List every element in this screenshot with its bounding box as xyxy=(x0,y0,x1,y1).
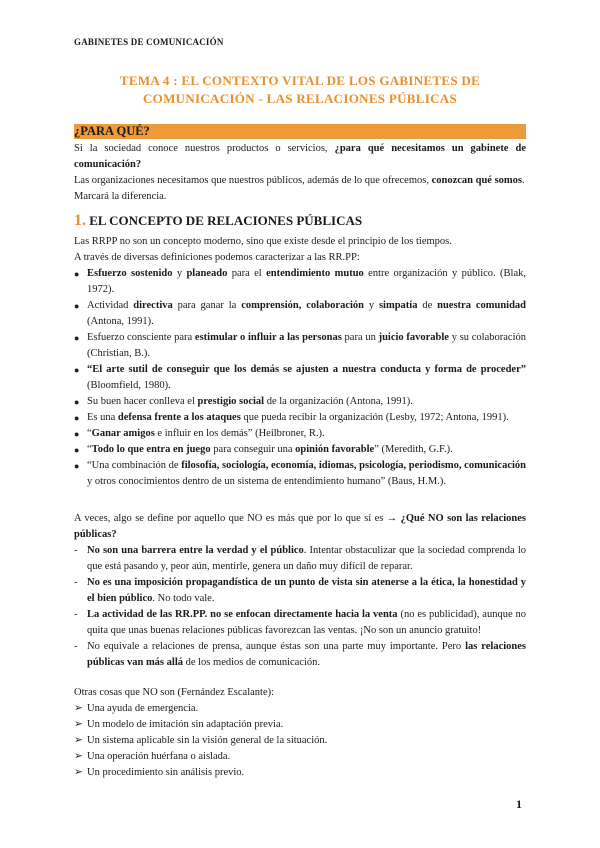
not-intro-text: A veces, algo se define por aquello que NO es más que por lo que sí es → xyxy=(74,513,401,524)
intro-line-1: Las RRPP no son un concepto moderno, sino que existe desde el principio de los tiempos. xyxy=(74,236,452,247)
para-que-emphasis: conozcan qué somos xyxy=(431,175,522,186)
arrow-bullet-icon: ➢ xyxy=(74,767,83,778)
others-intro: Otras cosas que NO son (Fernández Escalante): xyxy=(74,687,275,698)
bullet-icon: ● xyxy=(74,429,80,439)
others-item: ➢ Una ayuda de emergencia. xyxy=(74,701,526,717)
definition-item: ● Es una defensa frente a los ataques que pueda recibir la organización (Lesby, 1972; Antona, 1991). xyxy=(74,410,526,426)
bullet-icon: ● xyxy=(74,445,80,455)
definition-item: ● Actividad directiva para ganar la comprensión, colaboración y simpatía de nuestra comunidad (Antona, 1991). xyxy=(74,300,527,327)
definition-item: ● “Ganar amigos e influir en los demás” (Heilbroner, R.). xyxy=(74,426,526,442)
bullet-icon: ● xyxy=(74,365,80,375)
bullet-icon: ● xyxy=(74,333,80,343)
document-title xyxy=(74,72,526,108)
running-header: GABINETES DE COMUNICACIÓN xyxy=(74,37,224,47)
definition-item: ● “Todo lo que entra en juego para conseguir una opinión favorable” (Meredith, G.F.). xyxy=(74,442,526,458)
not-item: - No es una imposición propagandística de un punto de vista sin atenerse a la ética, la honestidad y el bien público. No todo vale. xyxy=(74,577,526,604)
title-line-1: TEMA 4 : EL CONTEXTO VITAL DE LOS GABINETES DE xyxy=(119,73,481,88)
not-item: - No equivale a relaciones de prensa, aunque éstas son una parte muy importante. Pero las relaciones públicas van más allá de los medios de comunicación. xyxy=(74,641,527,668)
arrow-bullet-icon: ➢ xyxy=(74,719,83,730)
arrow-bullet-icon: ➢ xyxy=(74,735,83,746)
dash-marker: - xyxy=(74,545,78,556)
concepto-intro xyxy=(74,234,526,266)
definition-item: ● Esfuerzo consciente para estimular o influir a las personas para un juicio favorable y su colaboración (Christian, B.). xyxy=(74,332,526,359)
bullet-icon: ● xyxy=(74,461,80,471)
bullet-icon: ● xyxy=(74,269,80,279)
intro-line-2: A través de diversas definiciones podemos caracterizar a las RR.PP: xyxy=(74,252,360,263)
not-intro-question: ¿Qué NO son las relaciones públicas? xyxy=(74,513,526,540)
para-que-paragraph-1 xyxy=(74,141,526,173)
definition-item: ● “Una combinación de filosofía, sociología, economía, idiomas, psicología, periodismo, comunicación y otros conocimientos dentro de un sistema de entendimiento humano” (Baus, H.M.). xyxy=(74,460,527,487)
para-que-paragraph-2 xyxy=(74,173,526,205)
section-heading-concepto xyxy=(74,212,362,230)
bullet-icon: ● xyxy=(74,397,80,407)
others-list xyxy=(74,701,526,781)
dash-marker: - xyxy=(74,577,78,588)
para-que-question: ¿para qué necesitamos un gabinete de comunicación? xyxy=(74,143,526,170)
others-item: ➢ Una operación huérfana o aislada. xyxy=(74,749,526,765)
dash-marker: - xyxy=(74,641,78,652)
section-title: EL CONCEPTO DE RELACIONES PÚBLICAS xyxy=(86,213,363,228)
section-heading-para-que: ¿PARA QUÉ? xyxy=(74,124,526,139)
para-que-text: Si la sociedad conoce nuestros productos o servicios, xyxy=(74,143,335,154)
definition-item: ● Su buen hacer conlleva el prestigio social de la organización (Antona, 1991). xyxy=(74,394,526,410)
section-number: 1. xyxy=(74,212,86,229)
others-item: ➢ Un modelo de imitación sin adaptación previa. xyxy=(74,717,526,733)
not-list xyxy=(74,543,526,671)
para-que-text: . Marcará la diferencia. xyxy=(74,175,525,202)
not-intro xyxy=(74,511,526,543)
others-item: ➢ Un sistema aplicable sin la visión general de la situación. xyxy=(74,733,526,749)
page-number: 1 xyxy=(516,797,522,811)
bullet-icon: ● xyxy=(74,413,80,423)
definitions-list xyxy=(74,266,526,490)
not-item: - No son una barrera entre la verdad y el público. Intentar obstaculizar que la sociedad comprenda lo que está pasando y, peor aún, mentirle, genera un daño muy difícil de reparar. xyxy=(74,545,526,572)
para-que-text: Las organizaciones necesitamos que nuestros públicos, además de lo que ofrecemos, xyxy=(74,175,432,186)
title-line-2: COMUNICACIÓN - LAS RELACIONES PÚBLICAS xyxy=(142,91,458,106)
definition-item: ● Esfuerzo sostenido y planeado para el entendimiento mutuo entre organización y público. (Blak, 1972). xyxy=(74,268,527,295)
not-item: - La actividad de las RR.PP. no se enfocan directamente hacia la venta (no es publicidad), aunque no quita que unas buenas relaciones públicas favorezcan las ventas. ¡No son un anuncio gratuito! xyxy=(74,609,526,636)
bullet-icon: ● xyxy=(74,301,80,311)
arrow-bullet-icon: ➢ xyxy=(74,703,83,714)
dash-marker: - xyxy=(74,609,78,620)
others-item: ➢ Un procedimiento sin análisis previo. xyxy=(74,765,526,781)
definition-item: ● “El arte sutil de conseguir que los demás se ajusten a nuestra conducta y forma de proceder” (Bloomfield, 1980). xyxy=(74,364,526,391)
arrow-bullet-icon: ➢ xyxy=(74,751,83,762)
